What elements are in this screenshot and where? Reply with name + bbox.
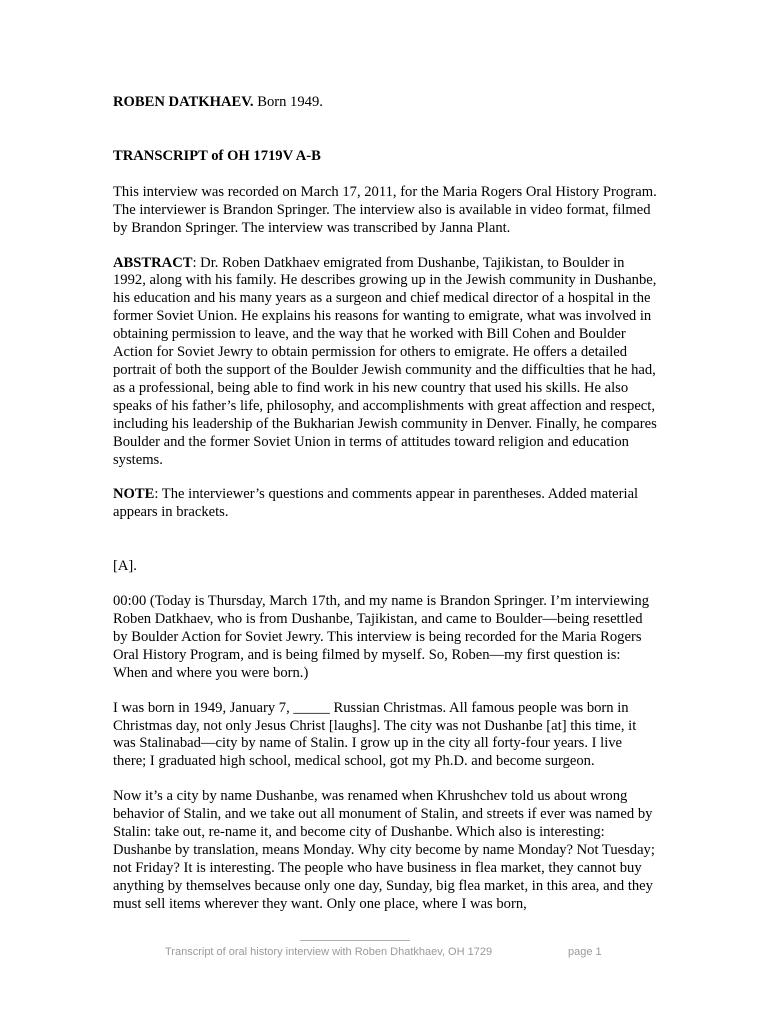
interviewee-born: Born 1949. [257, 94, 323, 110]
note-paragraph [113, 486, 658, 522]
footer-divider [300, 940, 410, 941]
abstract-paragraph [113, 255, 658, 470]
abstract-text: : Dr. Roben Datkhaev emigrated from Dushanbe, Tajikistan, to Boulder in 1992, along with his family. He describes growing up in the Jewish community in Dushanbe, his education and his many years as a surgeon and chief medical director of a hospital in the former Soviet Union. He explains his reasons for wanting to emigrate, what was involved in obtaining permission to leave, and the way that he worked with Bill Cohen and Boulder Action for Soviet Jewry to obtain permission for others to emigrate. He offers a detailed portrait of both the support of the Boulder Jewish community and the difficulties that he had, as a professional, being able to find work in his new country that used his skills. He also speaks of his father’s life, philosophy, and accomplishments with great affection and respect, including his leadership of the Bukharian Jewish community in Denver. Finally, he compares Boulder and the former Soviet Union in terms of attitudes toward religion and education systems. [113, 254, 657, 468]
document-body [113, 94, 658, 914]
intro-paragraph: This interview was recorded on March 17, 2011, for the Maria Rogers Oral History Program. The interviewer is Brandon Springer. The interview also is available in video format, filmed by Brandon Springer. The interview was transcribed by Janna Plant. [113, 183, 657, 236]
footer-text: Transcript of oral history interview with Roben Dhatkhaev, OH 1729 [165, 946, 493, 958]
transcript-title [113, 148, 658, 166]
transcript-paragraph: I was born in 1949, January 7, _____ Russian Christmas. All famous people was born in Christmas day, not only Jesus Christ [laughs]. The city was not Dushanbe [at] this time, it was Stalinabad—city by name of Stalin. I grow up in the city all forty-four years. I live there; I graduated high school, medical school, got my Ph.D. and become surgeon. [113, 699, 637, 770]
note-text: : The interviewer’s questions and comments appear in parentheses. Added material appears in brackets. [113, 486, 639, 521]
note-label: NOTE [113, 486, 155, 503]
abstract-label: ABSTRACT [113, 254, 193, 271]
transcript-paragraph: Now it’s a city by name Dushanbe, was renamed when Khrushchev told us about wrong behavior of Stalin, and we take out all monument of Stalin, and streets if ever was named by Stalin: take out, re-name it, and become city of Dushanbe. Which also is interesting: Dushanbe by translation, means Monday. Why city become by name Monday? Not Tuesday; not Friday? It is interesting. The people who have business in flea market, they cannot buy anything by themselves because only one day, Sunday, big flea market, in this area, and they must sell items wherever they want. Only one place, where I was born, [113, 788, 655, 912]
interviewee-heading [113, 94, 658, 112]
transcript-paragraph: 00:00 (Today is Thursday, March 17th, and my name is Brandon Springer. I’m interviewing Roben Datkhaev, who is from Dushanbe, Tajikistan, and came to Boulder—being resettled by Boulder Action for Soviet Jewry. This interview is being recorded for the Maria Rogers Oral History Program, and is being filmed by myself. So, Roben—my first question is: When and where you were born.) [113, 593, 650, 681]
transcript-title-text: TRANSCRIPT of OH 1719V A-B [113, 147, 321, 164]
page-number: page 1 [568, 946, 602, 958]
interviewee-name: ROBEN DATKHAEV. [113, 94, 254, 110]
section-marker: [A]. [113, 558, 137, 575]
